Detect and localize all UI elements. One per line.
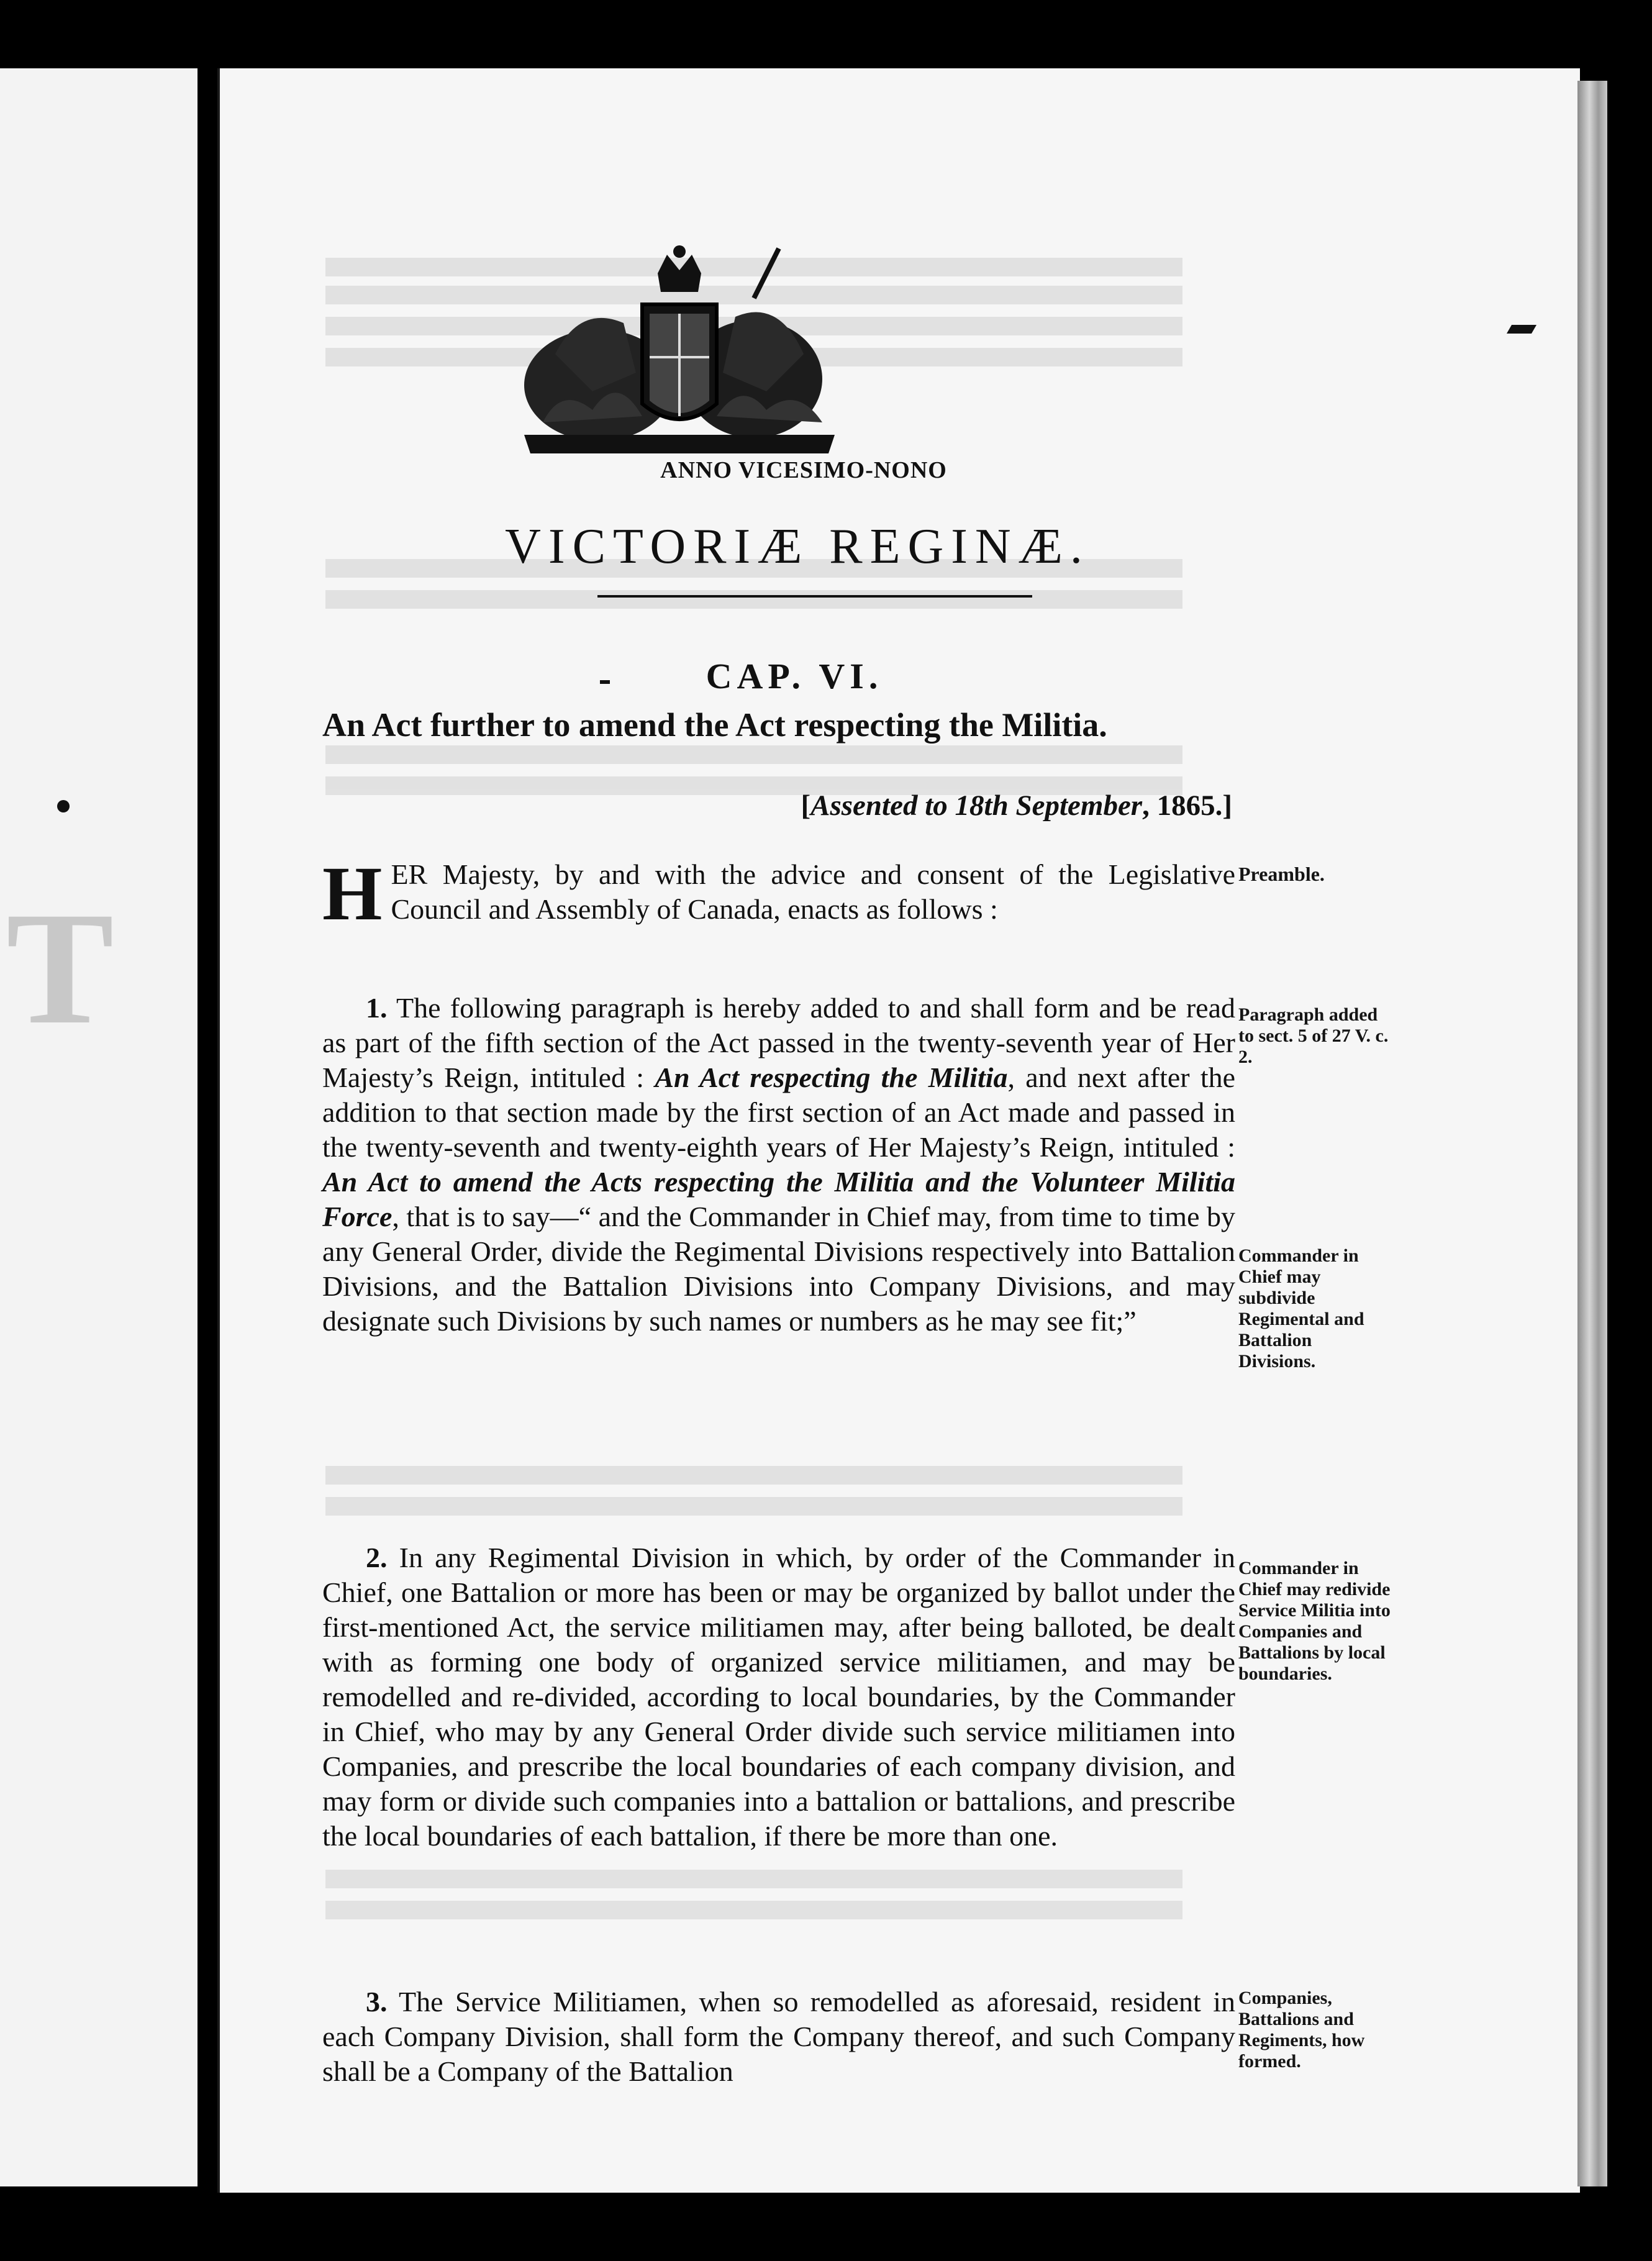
section-text: In any Regimental Division in which, by order of the Commander in Chief, one Battalion or more has been or may be organized by ballot under the first-mentioned Act, the service militiamen may, after being balloted, be dealt with as forming one body of organized service militiamen, and may be remodelled and re-divided, according to local boundaries, by the Commander in Chief, who may by any General Order divide such service militiamen into Companies, and prescribe the local boundaries of each company division, and may form or divide such companies into a battalion or battalions, and prescribe the local boundaries of each battalion, if there be more than one.	[322, 1542, 1235, 1852]
assent-prefix: [	[801, 789, 811, 822]
regnal-year-text: ANNO VICESIMO-NONO	[660, 457, 947, 483]
act-title: An Act further to amend the Act respecting the Militia.	[322, 706, 1107, 744]
assent-date	[692, 789, 1232, 822]
section-number: 3.	[366, 1986, 388, 2018]
royal-coat-of-arms	[518, 230, 841, 491]
section-text: , that is to say—“ and the Commander in Chief may, from time to time by any General Order, divide the Regimental Divisions respectively into Battalion Divisions, and the Battalion Divisions into Company Divisions, and may designate such Divisions by such names or numbers as he may see fit;”	[322, 1201, 1236, 1337]
section-2	[322, 1540, 1235, 1854]
act-citation: An Act respecting the Militia	[655, 1062, 1008, 1093]
ink-mark	[1507, 325, 1536, 334]
section-text: The Service Militiamen, when so remodelled as aforesaid, resident in each Company Division, shall form the Company thereof, and such Company shall be a Company of the Battalion	[322, 1986, 1235, 2087]
section-number: 2.	[366, 1542, 388, 1573]
margin-note-section-1: Paragraph added to sect. 5 of 27 V. c. 2.	[1238, 1004, 1389, 1067]
margin-note-commander-subdivide: Commander in Chief may subdivide Regimental and Battalion Divisions.	[1238, 1245, 1364, 1372]
show-through-letter: T	[6, 879, 114, 1058]
margin-note-formation: Companies, Battalions and Regiments, how formed.	[1238, 1988, 1365, 2072]
preamble-paragraph	[322, 851, 1235, 936]
section-3	[322, 1985, 1235, 2089]
assent-suffix: , 1865.]	[1142, 789, 1232, 822]
regnal-year-heading	[220, 457, 1580, 519]
document-page	[217, 68, 1580, 2193]
preamble-text: ER Majesty, by and with the advice and consent of the Legislative Council and Assembly of Canada, enacts as follows :	[391, 858, 1235, 925]
section-number: 1.	[366, 992, 388, 1024]
heading-rule	[597, 595, 1032, 598]
section-text: The following paragraph is hereby added to and shall form and be read as part of the fifth section of the Act passed in the twenty-seventh year of Her Majesty’s Reign, intituled :	[322, 992, 1235, 1093]
section-1	[322, 991, 1235, 1339]
margin-note-commander-redivide: Commander in Chief may redivide Service Militia into Companies and Battalions by local boundaries.	[1238, 1558, 1391, 1684]
act-citation: An Act to amend the Acts respecting the Militia and the Volunteer Militia Force	[322, 1166, 1235, 1232]
page-stack-edge	[1577, 81, 1607, 2186]
assent-text: Assented to 18th September	[810, 789, 1143, 822]
facing-page-edge	[0, 68, 197, 2186]
drop-cap: H	[322, 851, 383, 936]
chapter-number: CAP. VI.	[706, 656, 883, 696]
section-text: , and next after the addition to that section made by the first section of an Act made and passed in the twenty-seventh and twenty-eighth years of Her Majesty’s Reign, intituled :	[322, 1062, 1236, 1163]
ink-spot	[57, 800, 70, 812]
sovereign-heading: VICTORIÆ REGINÆ.	[505, 519, 1090, 574]
margin-note-preamble: Preamble.	[1238, 863, 1325, 885]
